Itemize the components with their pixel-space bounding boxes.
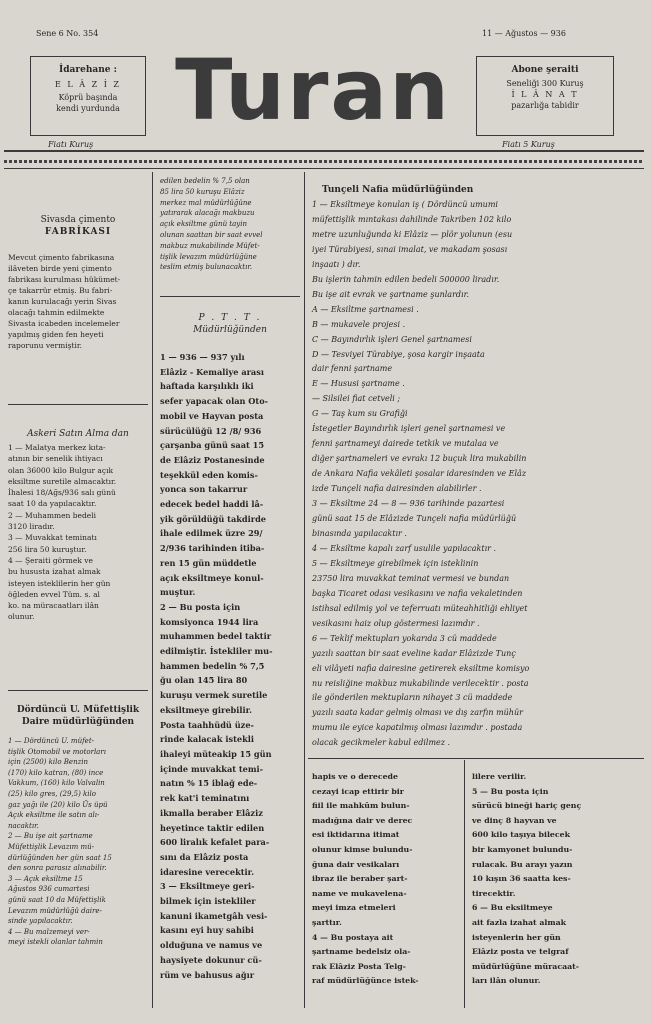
address-title: İdarehane : — [59, 65, 117, 75]
text-line: eksiltmeye girebilir. — [160, 704, 253, 715]
ptt-continued-right-body — [472, 770, 620, 989]
text-line: de Elâziz Postanesinde — [160, 454, 265, 465]
text-line: müfettişlik mıntakası dahilinde Takriben 102 kilo — [312, 214, 512, 224]
cement-title-2: FABRİKASI — [44, 227, 112, 237]
tunceli-article — [312, 184, 642, 751]
subscription-price: Seneliği 300 Kuruş — [506, 79, 584, 88]
text-line: tirecektir. — [472, 888, 516, 898]
text-line: ları ilân olunur. — [472, 976, 541, 986]
text-line: sürücülüğü 12 /8/ 936 — [160, 425, 262, 436]
ads-title: İ L Â N A T — [511, 90, 579, 99]
text-line: edilmiştir. İstekliler mu- — [160, 646, 273, 657]
text-line: ihaleyi müteakip 15 gün — [160, 748, 272, 759]
text-line: ile gönderilen mektupların nihayet 3 cü maddede — [312, 693, 513, 703]
military-purchase-article — [8, 428, 148, 623]
text-line: Sivasta icabeden incelemeler — [8, 319, 120, 328]
text-line: yazılı saata kadar gelmiş olması ve dış zarfın mühür — [312, 708, 523, 718]
text-line: Bu işlerin tahmin edilen bedeli 500000 liradır. — [312, 274, 500, 284]
text-line: merkez mal müdürlüğüne — [160, 198, 252, 207]
text-line: Levazım müdürlüğü daire- — [8, 906, 102, 915]
text-line: 5 — Bu posta için — [472, 786, 549, 796]
text-line: (170) kilo katran, (80) ince — [8, 768, 104, 777]
text-line: B — mukavele projesi . — [312, 319, 406, 329]
masthead-title: Turan — [175, 41, 451, 139]
text-line: olunur. — [8, 612, 35, 622]
text-line: Açık eksiltme ile satın alı- — [8, 811, 100, 820]
text-line: atının bir senelik ihtiyacı — [8, 454, 103, 464]
text-line: edecek bedel haddi lâ- — [160, 499, 264, 510]
ptt-title-2: Müdürlüğünden — [193, 325, 267, 335]
text-line: isteyen isteklilerin her gün — [8, 578, 111, 588]
text-line: 1 — Dördüncü U. müfet- — [8, 737, 94, 745]
text-line: olacak gecikmeler kabul edilmez . — [312, 738, 451, 748]
text-line: cezayi icap ettirir bir — [312, 786, 404, 796]
text-line: yazılı saattan bir saat eveline kadar Elâzizde Tunç — [312, 648, 516, 658]
ptt-continued-right — [472, 770, 620, 989]
cement-body — [8, 252, 148, 351]
ptt-title: P . T . T . — [198, 313, 262, 323]
text-line: 1 — Malatya merkez kıta- — [8, 443, 106, 452]
text-line: 5 — Eksiltmeye girebilmek için isteklinin — [312, 558, 479, 568]
text-line: 10 kışın 36 saatta kes- — [472, 874, 571, 884]
text-line: kanuni ikametgâh vesi- — [160, 910, 268, 921]
text-line: binasında yapılacaktır . — [312, 528, 407, 538]
text-line: nu reisliğine makbuz mukabilinde verilecektir . posta — [312, 678, 529, 688]
text-line: teşekkül eden komis- — [160, 469, 258, 480]
text-line: kuruşu vermek suretile — [160, 690, 268, 701]
text-line: C — Bayındırlık işleri Genel şartnamesi — [312, 334, 472, 344]
text-line: diğer şartnameleri ve evrakı 12 buçuk lira mukabilin — [312, 454, 527, 464]
left-price: Fiatı Kuruş — [48, 140, 94, 149]
text-line: mobil ve Hayvan posta — [160, 410, 264, 421]
address-box — [30, 56, 146, 136]
text-line: açık eksiltmeye konul- — [160, 572, 264, 583]
text-line: olan 36000 kilo Bulgur açık — [8, 465, 114, 475]
text-line: sinde yapılacaktır. — [8, 917, 73, 926]
text-line: ğu olan 145 lira 80 — [160, 675, 248, 686]
inspectorate-body — [8, 736, 148, 948]
text-line: yatırarak alacağı makbuzu — [160, 209, 255, 218]
text-line: tişlik levazım müdürlüğüne — [160, 252, 257, 261]
text-line: sürücü bineği hariç genç — [472, 801, 582, 811]
issue-date: 11 — Ağustos — 936 — [482, 29, 566, 38]
text-line: eksiltme suretile almacaktır. — [8, 476, 117, 486]
text-line: iyei Türabiyesi, sınai imalat, ve makadam şosası — [312, 244, 508, 254]
text-line: dair fenni şartname — [312, 364, 393, 374]
text-line: A — Eksiltme şartnamesi . — [312, 304, 419, 314]
text-line: olduğuna ve namus ve — [160, 940, 263, 951]
text-line: makbuz mukabilinde Müfet- — [160, 241, 260, 250]
text-line: metre uzunluğunda ki Elâziz — plör yolunun (esu — [312, 229, 513, 239]
address-city: E L Â Z İ Z — [55, 80, 121, 89]
text-line: rak Elâziz Posta Telg- — [312, 961, 406, 971]
text-line: meyi imza etmeleri — [312, 903, 396, 913]
col1-divider-2 — [8, 690, 148, 691]
column-separator-3 — [464, 760, 465, 1008]
subscription-box — [476, 56, 614, 136]
text-line: haftada karşılıklı iki — [160, 381, 254, 392]
text-line: 4 — Eksiltme kapalı zarf usulile yapılacaktır . — [312, 543, 497, 553]
text-line: yik görüldüğü takdirde — [160, 513, 267, 524]
text-line: 2 — Muhammen bedeli — [8, 510, 97, 520]
tunceli-body — [312, 198, 642, 751]
text-line: vesikasını haiz olup göstermesi lazımdır . — [312, 618, 480, 628]
ptt-continued-mid — [312, 770, 460, 989]
text-line: rüm ve bahusus ağır — [160, 969, 255, 980]
text-line: 3 — Eksiltmeye geri- — [160, 881, 255, 892]
text-line: Vakkum, (160) kilo Valvalin — [8, 779, 105, 788]
text-line: Posta taahhüdü üze- — [160, 719, 254, 730]
cement-factory-article — [8, 214, 148, 351]
tunceli-bottom-rule — [308, 758, 644, 759]
col2-divider — [160, 296, 300, 297]
text-line: muhammen bedel taktir — [160, 631, 272, 642]
address-line2: kendi yurdunda — [56, 104, 120, 113]
text-line: saat 10 da yapılacaktır. — [8, 499, 97, 509]
text-line: fenni şartnameyi dairede tetkik ve mutalaa ve — [312, 439, 499, 449]
text-line: D — Tesviyei Türabiye, şosa kargir inşaata — [312, 349, 485, 359]
ptt-body — [160, 350, 300, 982]
text-line: 3 — Eksiltme 24 — 8 — 936 tarihinde pazartesi — [312, 499, 505, 509]
issue-number: Sene 6 No. 354 — [36, 29, 99, 38]
text-line: olunur kimse bulundu- — [312, 844, 413, 854]
text-line: günü saat 10 da Müfettişlik — [8, 895, 106, 904]
text-line: müdürlüğüne müracaat- — [472, 961, 580, 971]
text-line: (25) kilo gres, (29,5) kilo — [8, 789, 96, 798]
text-line: tişlik Otomobil ve motorları — [8, 747, 106, 756]
text-line: açık eksiltme günü tayin — [160, 220, 247, 229]
text-line: raf müdürlüğünce istek- — [312, 976, 419, 986]
text-line: izde Tunçeli nafia dairesinden alabilirler . — [312, 484, 482, 494]
text-line: 3120 liradır. — [8, 522, 55, 532]
text-line: İstegetler Bayındırlık işleri genel şartnamesi ve — [312, 424, 506, 434]
text-line: haysiyete dokunur cü- — [160, 954, 262, 965]
text-line: rulacak. Bu arayı yazın — [472, 859, 573, 869]
text-line: yonca son takarrur — [160, 484, 248, 495]
text-line: ğuna dair vesikaları — [312, 859, 400, 869]
text-line: raporunu vermiştir. — [8, 341, 83, 350]
address-line1: Köprü başında — [58, 93, 118, 102]
text-line: edilen bedelin % 7,5 olan — [160, 177, 250, 185]
column-separator-1 — [152, 172, 153, 1008]
text-line: istihsal edilmiş yol ve teferruatı müteahhitliği ehliyet — [312, 603, 528, 613]
text-line: — Silsilei fiat cetveli ; — [312, 394, 401, 404]
text-line: bu hususta izahat almak — [8, 567, 101, 577]
ads-note: pazarlığa tabidir — [511, 101, 579, 110]
text-line: Elâziz posta ve telgraf — [472, 947, 569, 957]
text-line: içinde muvakkat temi- — [160, 763, 264, 774]
cement-title: Sivasda çimento — [40, 215, 116, 225]
text-line: Müfettişlik Levazım mü- — [8, 842, 95, 851]
text-line: esi iktidarına itimat — [312, 830, 400, 840]
inspectorate-continued-body — [160, 176, 300, 273]
text-line: ihale edilmek üzre 29/ — [160, 528, 263, 539]
text-line: fabrikası kurulması hükümet- — [8, 275, 121, 284]
text-line: ren 15 gün müddetle — [160, 557, 257, 568]
text-line: 2/936 tarihinden itiba- — [160, 543, 265, 554]
text-line: bilmek için istekliler — [160, 896, 256, 907]
text-line: idaresine verecektir. — [160, 866, 255, 877]
text-line: için (2500) kilo Benzin — [8, 758, 89, 767]
text-line: rinde kalacak istekli — [160, 734, 254, 745]
text-line: 6 — Teklif mektupları yokarıda 3 cü maddede — [312, 633, 497, 643]
text-line: 3 — Açık eksiltme 15 — [8, 874, 83, 883]
text-line: lilere verilir. — [472, 772, 527, 781]
text-line: İhalesi 18/Ağs/936 salı günü — [8, 488, 116, 498]
text-line: hapis ve o derecede — [312, 772, 398, 781]
text-line: şarttır. — [312, 917, 342, 927]
subscription-title: Abone şeraiti — [511, 65, 579, 75]
text-line: kanın kurulacağı yerin Sivas — [8, 297, 117, 306]
text-line: 256 lira 50 kuruştur. — [8, 544, 87, 554]
text-line: 2 — Bu posta için — [160, 601, 241, 612]
text-line: natın % 15 iblağ ede- — [160, 778, 258, 789]
text-line: başka Ticaret odası vesikasını ve nafia vekaletinden — [312, 588, 523, 598]
text-line: meyi istekli olanlar tahmin — [8, 938, 103, 947]
military-title: Askeri Satın Alma dan — [27, 429, 129, 439]
text-line: çe takarrür etmiş. Bu fabri- — [8, 286, 113, 295]
right-price: Fiatı 5 Kuruş — [502, 140, 555, 149]
header-rule-bottom — [4, 168, 644, 169]
inspectorate-title: Dördüncü U. Müfettişlik — [16, 705, 140, 715]
ptt-continued-mid-body — [312, 770, 460, 989]
text-line: bir kamyonet bulundu- — [472, 844, 573, 854]
text-line: 6 — Bu eksiltmeye — [472, 903, 553, 913]
text-line: öğleden evvel Tüm. s. al — [8, 589, 100, 599]
text-line: isteyenlerin her gün — [472, 932, 561, 942]
inspectorate-article — [8, 704, 148, 948]
text-line: inşaatı ) dır. — [312, 259, 361, 269]
text-line: 600 liralık kefalet para- — [160, 837, 270, 848]
text-line: Bu işe ait evrak ve şartname şunlardır. — [312, 289, 470, 299]
text-line: Ağustos 936 cumartesi — [8, 885, 90, 894]
military-body — [8, 442, 148, 623]
text-line: ikmalla beraber Elâziz — [160, 807, 263, 818]
text-line: mumu ile eyice kapatılmış olması lazımdır . postada — [312, 723, 523, 733]
text-line: fiil ile mahkûm bulun- — [312, 801, 410, 811]
text-line: ait fazla izahat almak — [472, 917, 567, 927]
text-line: ko. na müracaatları ilân — [8, 601, 99, 611]
text-line: şartname bedelsiz ola- — [312, 947, 411, 957]
text-line: 23750 lira muvakkat teminat vermesi ve bundan — [312, 573, 510, 583]
ptt-article — [160, 312, 300, 982]
text-line: olacağı tahmin edilmekte — [8, 308, 105, 317]
col1-divider-1 — [8, 404, 148, 405]
text-line: 1 — 936 — 937 yılı — [160, 352, 245, 362]
header-rule-top — [4, 150, 644, 152]
text-line: 4 — Şeraiti görmek ve — [8, 555, 93, 565]
text-line: 3 — Muvakkat teminatı — [8, 533, 97, 543]
inspectorate-continued — [160, 176, 300, 273]
text-line: kasını eyi huy sahibi — [160, 925, 254, 936]
text-line: ilâveten birde yeni çimento — [8, 264, 112, 273]
text-line: çarşanba günü saat 15 — [160, 440, 265, 451]
text-line: nacaktır. — [8, 821, 39, 830]
text-line: 2 — Bu işe ait şartname — [8, 832, 93, 841]
text-line: 4 — Bu malzemeyi ver- — [8, 927, 90, 936]
text-line: yapılmış giden fen heyeti — [8, 330, 104, 339]
text-line: den sonra parasız alınabilir. — [8, 864, 107, 873]
text-line: muştur. — [160, 587, 196, 598]
text-line: Mevcut çimento fabrikasına — [8, 253, 115, 262]
text-line: E — Hususi şartname . — [312, 379, 405, 389]
text-line: ibraz ile beraber şart- — [312, 874, 408, 884]
text-line: G — Taş kum su Grafiği — [312, 409, 408, 419]
text-line: 600 kilo taşıya bilecek — [472, 830, 570, 840]
text-line: eli vilâyeti nafia dairesine getirerek eksiltme komisyo — [312, 663, 530, 673]
text-line: name ve mukavelena- — [312, 888, 407, 898]
text-line: rek kat'i teminatını — [160, 793, 250, 804]
inspectorate-title-2: Daire müdürlüğünden — [21, 717, 135, 727]
text-line: sını da Elâziz posta — [160, 851, 249, 862]
text-line: de Ankara Nafia vekâleti şosalar idaresinden ve Elâz — [312, 469, 527, 479]
text-line: 1 — Eksiltmeye konulan iş ( Dördüncü umumi — [312, 200, 498, 209]
tunceli-title: Tunçeli Nafia müdürlüğünden — [322, 185, 474, 195]
text-line: gaz yağı ile (20) kilo Üs üpü — [8, 800, 108, 809]
text-line: ve dinç 8 hayvan ve — [472, 815, 557, 825]
column-separator-2 — [304, 172, 305, 1008]
text-line: komsiyonca 1944 lira — [160, 616, 259, 627]
text-line: Elâziz - Kemaliye arası — [160, 366, 264, 377]
text-line: 4 — Bu postaya ait — [312, 932, 394, 942]
text-line: 85 lira 50 kuruşu Elâziz — [160, 187, 245, 196]
header-rule-ornament — [4, 160, 644, 163]
text-line: dürlüğünden her gün saat 15 — [8, 853, 112, 862]
text-line: olunan saattan bir saat evvel — [160, 230, 263, 239]
text-line: teslim etmiş bulunacaktır. — [160, 263, 253, 272]
text-line: madığına dair ve derec — [312, 815, 413, 825]
text-line: günü saat 15 de Elâzizde Tunçeli nafia müdürlüğü — [312, 514, 517, 524]
text-line: sefer yapacak olan Oto- — [160, 396, 269, 407]
text-line: heyetince taktir edilen — [160, 822, 265, 833]
text-line: hammen bedelin % 7,5 — [160, 660, 265, 671]
